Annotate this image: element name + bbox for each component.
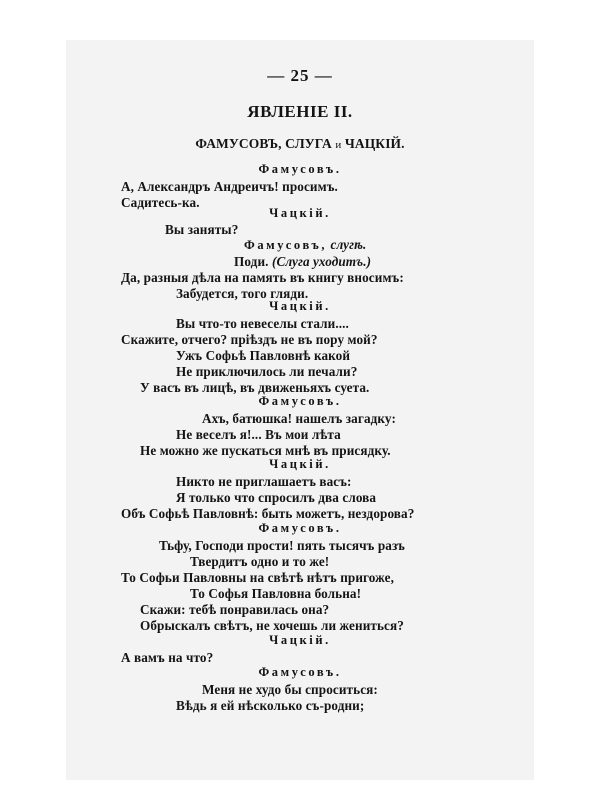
dialogue-line: То Софья Павловна больна!	[190, 586, 362, 601]
speaker-name: Фамусовъ,	[244, 238, 328, 252]
dialogue-line: Не приключилось ли печали?	[176, 364, 358, 379]
dialogue-line: А вамъ на что?	[121, 650, 214, 665]
dialogue-line: Ужъ Софьѣ Павловнѣ какой	[176, 348, 351, 363]
speaker-name: Фамусовъ.	[258, 665, 342, 679]
speaker-name: Чацкій.	[269, 299, 331, 313]
dialogue-line: Ахъ, батюшка! нашелъ загадку:	[202, 411, 396, 426]
speaker-with-direction	[244, 237, 366, 253]
dialogue-line: Вы заняты?	[165, 222, 239, 237]
dialogue-line: Да, разныя дѣла на память въ книгу вносимъ:	[121, 270, 404, 285]
dialogue-line: Вы что-то невеселы стали....	[176, 316, 349, 331]
scene-title: ЯВЛЕНІЕ II.	[247, 102, 353, 121]
dialogue-line: То Софьи Павловны на свѣтѣ нѣтъ пригоже,	[121, 570, 395, 585]
cast-last: ЧАЦКІЙ.	[344, 136, 405, 151]
dialogue-line: Никто не приглашаетъ васъ:	[176, 474, 352, 489]
speaker-name: Чацкій.	[269, 206, 331, 220]
speaker-name: Чацкій.	[269, 633, 331, 647]
page-number: — 25 —	[267, 66, 333, 85]
dialogue-line: Садитесь-ка.	[121, 195, 200, 210]
speaker-name: Фамусовъ.	[258, 521, 342, 535]
cast-list	[66, 136, 534, 153]
dialogue-line: Обрыскалъ свѣтъ, не хочешь ли жениться?	[140, 618, 404, 633]
dialogue-line: Не веселъ я!... Въ мои лѣта	[176, 427, 341, 442]
dialogue-line: Скажите, отчего? пріѣздъ не въ пору мой?	[121, 332, 378, 347]
cast-names: ФАМУСОВЪ, СЛУГА	[195, 136, 332, 151]
dialogue-line: А, Александръ Андреичъ! просимъ.	[121, 179, 338, 194]
speaker-name: Чацкій.	[269, 457, 331, 471]
dialogue-line: Не можно же пускаться мнѣ въ присядку.	[140, 443, 391, 458]
dialogue-line: Меня не худо бы спроситься:	[202, 682, 378, 697]
dialogue-line: Забудется, того гляди.	[176, 286, 309, 301]
dialogue-line: Объ Софьѣ Павловнѣ: быть можетъ, нездорова?	[121, 506, 415, 521]
speaker-name: Фамусовъ.	[258, 162, 342, 176]
dialogue-line-with-direction	[234, 254, 371, 270]
dialogue-line: Твердитъ одно и то же!	[190, 554, 330, 569]
dialogue-line: Вѣдь я ей нѣсколько съ-родни;	[176, 698, 365, 713]
dialogue-line: У васъ въ лицѣ, въ движеньяхъ суета.	[140, 380, 370, 395]
dialogue-line: Тьфу, Господи прости! пять тысячъ разъ	[159, 538, 405, 553]
cast-conjunction: и	[335, 139, 342, 151]
speaker-name: Фамусовъ.	[258, 394, 342, 408]
dialogue-text: Поди.	[234, 254, 269, 269]
dialogue-line: Скажи: тебѣ понравилась она?	[140, 602, 330, 617]
book-page	[66, 40, 534, 780]
stage-direction: слугѣ.	[330, 237, 367, 252]
stage-direction: (Слуга уходитъ.)	[271, 254, 372, 269]
dialogue-line: Я только что спросилъ два слова	[176, 490, 377, 505]
